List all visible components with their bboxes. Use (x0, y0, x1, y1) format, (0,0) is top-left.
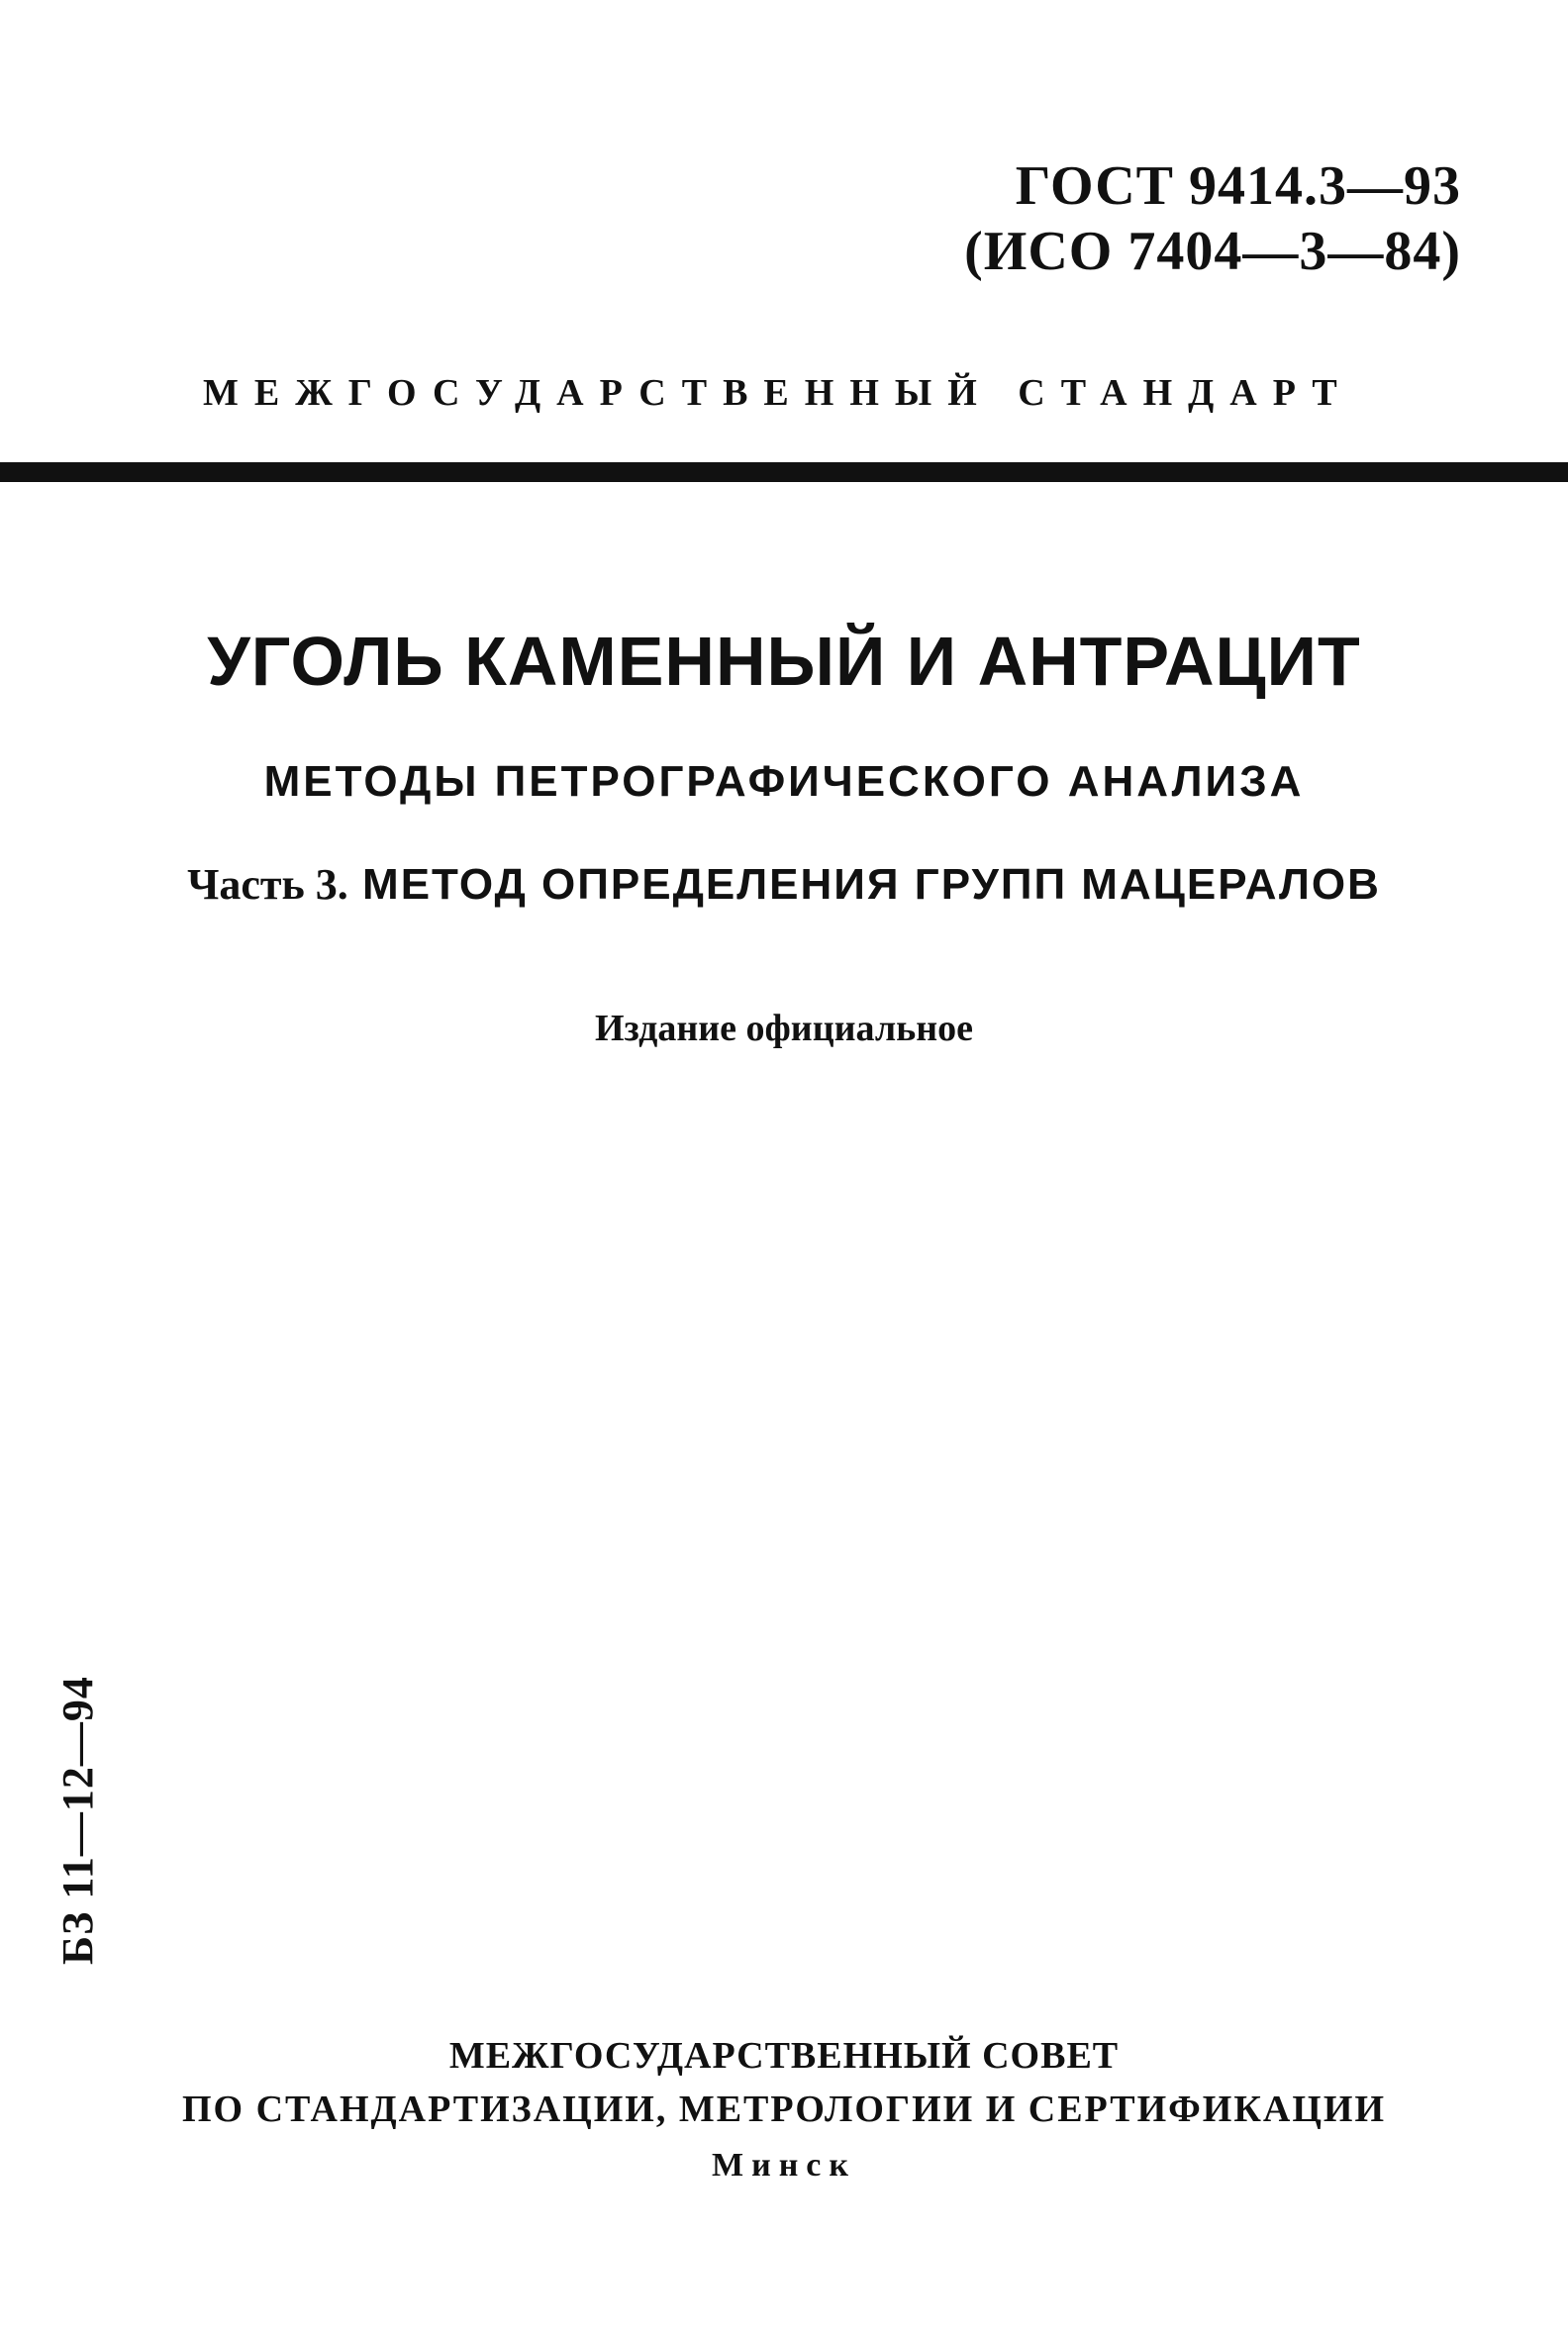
publisher-block (0, 2029, 1568, 2195)
side-print-code (20, 1676, 129, 1965)
gost-number: ГОСТ 9414.3—93 (1015, 155, 1461, 217)
publisher-city: Минск (712, 2147, 856, 2184)
iso-number: (ИСО 7404—3—84) (964, 221, 1461, 282)
document-part (0, 859, 1568, 910)
publisher-line-2: ПО СТАНДАРТИЗАЦИИ, МЕТРОЛОГИИ И СЕРТИФИКАЦИИ (181, 2089, 1386, 2130)
standard-designation (964, 153, 1461, 284)
part-title: МЕТОД ОПРЕДЕЛЕНИЯ ГРУПП МАЦЕРАЛОВ (362, 860, 1381, 909)
publisher-line-1: МЕЖГОСУДАРСТВЕННЫЙ СОВЕТ (448, 2035, 1120, 2077)
side-code-text: БЗ 11—12—94 (53, 1676, 102, 1965)
document-title: УГОЛЬ КАМЕННЫЙ И АНТРАЦИТ (207, 623, 1361, 700)
part-prefix: Часть 3. (187, 860, 348, 909)
edition-note: Издание официальное (594, 1008, 973, 1049)
standard-category: МЕЖГОСУДАРСТВЕННЫЙ СТАНДАРТ (203, 372, 1353, 414)
document-subtitle: МЕТОДЫ ПЕТРОГРАФИЧЕСКОГО АНАЛИЗА (263, 757, 1305, 806)
header-divider (0, 462, 1568, 482)
